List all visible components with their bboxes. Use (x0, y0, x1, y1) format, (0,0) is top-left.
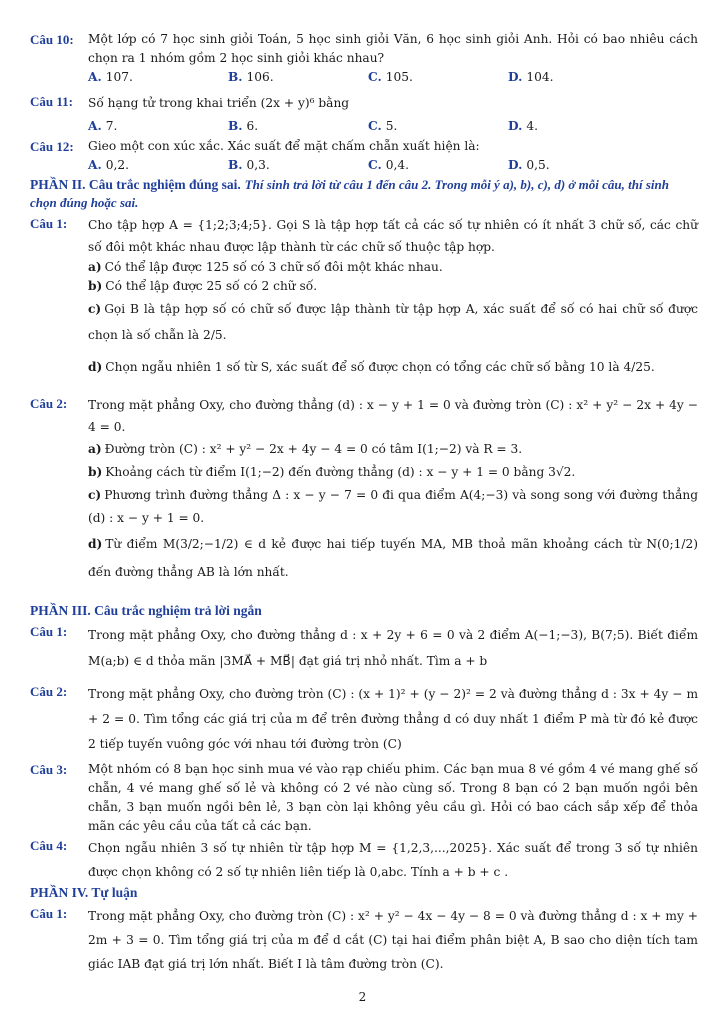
question-text: Trong mặt phẳng Oxy, cho đường thẳng d : x + 2y + 6 = 0 và 2 điểm A(−1;−3), B(7;5). Biết điểm M(a;b) ∈ d thỏa mãn |3MA⃗ + MB⃗| đạt giá trị nhỏ nhất. Tìm a + b (88, 628, 698, 668)
part4-question-1 (30, 904, 698, 976)
question-text: Một lớp có 7 học sinh giỏi Toán, 5 học sinh giỏi Văn, 6 học sinh giỏi Anh. Hỏi có bao nhiêu cách chọn ra 1 nhóm gồm 2 học sinh giỏi khác nhau? (88, 32, 698, 65)
part2-header (30, 176, 698, 212)
option-a[interactable] (88, 117, 228, 135)
option-value: 104. (526, 70, 554, 84)
statement-text: Có thể lập được 125 số có 3 chữ số đôi một khác nhau. (104, 260, 443, 274)
option-b[interactable] (228, 156, 368, 174)
question-text: Cho tập hợp A = {1;2;3;4;5}. Gọi S là tập hợp tất cả các số tự nhiên có ít nhất 3 chữ số, các chữ số đôi một khác nhau được lập thành từ các chữ số thuộc tập hợp. (88, 218, 698, 254)
question-11 (30, 92, 698, 135)
part3-question-2 (30, 682, 698, 757)
statement-text: Từ điểm M(3/2;−1/2) ∈ d kẻ được hai tiếp tuyến MA, MB thoả mãn khoảng cách từ N(0;1/2) đến đường thẳng AB là lớn nhất. (88, 537, 698, 579)
option-value: 106. (246, 70, 274, 84)
option-value: 7. (105, 119, 118, 133)
question-label: Câu 2: (30, 684, 68, 699)
question-label: Câu 4: (30, 838, 68, 853)
options-row (88, 117, 698, 135)
option-letter: A. (88, 119, 102, 133)
question-label: Câu 1: (30, 216, 68, 231)
statement-letter: b) (88, 465, 103, 479)
part4-header (30, 884, 698, 902)
question-12 (30, 137, 698, 174)
option-value: 107. (105, 70, 133, 84)
option-letter: B. (228, 158, 243, 172)
statement-text: Phương trình đường thẳng Δ : x − y − 7 = 0 đi qua điểm A(4;−3) và song song với đường thẳng (d) : x − y + 1 = 0. (88, 488, 698, 525)
option-value: 0,2. (105, 158, 129, 172)
option-a[interactable] (88, 156, 228, 174)
question-label: Câu 2: (30, 396, 68, 411)
statement-letter: c) (88, 488, 102, 502)
option-value: 0,4. (385, 158, 409, 172)
option-b[interactable] (228, 68, 368, 86)
option-c[interactable] (368, 117, 508, 135)
question-text: Gieo một con xúc xắc. Xác suất để mặt chấm chẵn xuất hiện là: (88, 139, 480, 153)
options-row (88, 156, 698, 174)
option-d[interactable] (508, 117, 648, 135)
option-d[interactable] (508, 68, 648, 86)
statement-d[interactable] (88, 530, 698, 586)
statement-c[interactable] (88, 296, 698, 348)
statement-text: Chọn ngẫu nhiên 1 số từ S, xác suất để số được chọn có tổng các chữ số bằng 10 là 4/25. (105, 360, 655, 374)
statement-text: Đường tròn (C) : x² + y² − 2x + 4y − 4 = 0 có tâm I(1;−2) và R = 3. (104, 442, 523, 456)
statement-a[interactable] (88, 438, 698, 461)
statement-letter: d) (88, 537, 103, 551)
option-letter: D. (508, 70, 523, 84)
part3-title: PHẦN III. Câu trắc nghiệm trả lời ngắn (30, 603, 262, 618)
option-letter: B. (228, 70, 243, 84)
statement-text: Khoảng cách từ điểm I(1;−2) đến đường thẳng (d) : x − y + 1 = 0 bằng 3√2. (105, 465, 576, 479)
statement-text: Có thể lập được 25 số có 2 chữ số. (105, 279, 318, 293)
part2-question-2 (30, 394, 698, 586)
option-letter: C. (368, 158, 382, 172)
question-label: Câu 10: (30, 32, 74, 47)
question-label: Câu 1: (30, 906, 68, 921)
part2-instruction: Thí sinh trả lời từ câu 1 đến câu 2. Trong mỗi ý a), b), c), d) ở mỗi câu, thí sinh chọn đúng hoặc sai. (30, 177, 669, 210)
option-letter: A. (88, 158, 102, 172)
question-10 (30, 30, 698, 86)
part3-question-4 (30, 836, 698, 884)
option-b[interactable] (228, 117, 368, 135)
option-d[interactable] (508, 156, 648, 174)
option-letter: D. (508, 158, 523, 172)
part2-question-1 (30, 214, 698, 377)
statement-letter: b) (88, 279, 103, 293)
options-row (88, 68, 698, 86)
option-a[interactable] (88, 68, 228, 86)
question-label: Câu 1: (30, 624, 68, 639)
statement-letter: a) (88, 442, 102, 456)
statement-a[interactable] (88, 258, 698, 277)
option-c[interactable] (368, 156, 508, 174)
statement-letter: a) (88, 260, 102, 274)
part4-title: PHẦN IV. Tự luận (30, 885, 138, 900)
question-label: Câu 12: (30, 139, 74, 154)
question-label: Câu 3: (30, 762, 68, 777)
statement-b[interactable] (88, 277, 698, 296)
part2-title: PHẦN II. Câu trắc nghiệm đúng sai. (30, 177, 241, 192)
statement-d[interactable] (88, 358, 698, 377)
option-value: 5. (385, 119, 398, 133)
option-c[interactable] (368, 68, 508, 86)
part3-header (30, 602, 698, 620)
statement-text: Gọi B là tập hợp số có chữ số được lập thành từ tập hợp A, xác suất để số có hai chữ số được chọn là số chẵn là 2/5. (88, 302, 698, 342)
part3-question-1 (30, 622, 698, 674)
question-text: Một nhóm có 8 bạn học sinh mua vé vào rạp chiếu phim. Các bạn mua 8 vé gồm 4 vé mang ghế số chẵn, 4 vé mang ghế số lẻ và không có 2 vé nào cùng số. Trong 8 bạn có 2 bạn muốn ngồi bên chẵn, 3 bạn muốn ngồi bên lẻ, 3 bạn còn lại không yêu cầu gì. Hỏi có bao cách sắp xếp để thỏa mãn các yêu cầu của tất cả các bạn. (88, 762, 698, 833)
statement-c[interactable] (88, 484, 698, 530)
statement-letter: d) (88, 360, 103, 374)
option-letter: C. (368, 119, 382, 133)
question-text: Trong mặt phẳng Oxy, cho đường thẳng (d) : x − y + 1 = 0 và đường tròn (C) : x² + y² − 2x + 4y − 4 = 0. (88, 398, 698, 434)
part3-question-3 (30, 760, 698, 836)
statement-letter: c) (88, 302, 102, 316)
question-text: Trong mặt phẳng Oxy, cho đường tròn (C) : (x + 1)² + (y − 2)² = 2 và đường thẳng d : 3x + 4y − m + 2 = 0. Tìm tổng các giá trị của m để trên đường thẳng d có duy nhất 1 điểm P mà từ đó kẻ được 2 tiếp tuyến vuông góc với nhau tới đường tròn (C) (88, 687, 698, 751)
option-value: 4. (526, 119, 539, 133)
option-letter: B. (228, 119, 243, 133)
question-text: Số hạng tử trong khai triển (2x + y)⁶ bằng (88, 96, 350, 110)
option-value: 105. (385, 70, 413, 84)
question-text: Trong mặt phẳng Oxy, cho đường tròn (C) : x² + y² − 4x − 4y − 8 = 0 và đường thẳng d : x + my + 2m + 3 = 0. Tìm tổng giá trị của m để d cắt (C) tại hai điểm phân biệt A, B sao cho diện tích tam giác IAB đạt giá trị lớn nhất. Biết I là tâm đường tròn (C). (88, 909, 698, 971)
option-letter: A. (88, 70, 102, 84)
statement-b[interactable] (88, 461, 698, 484)
question-label: Câu 11: (30, 94, 73, 109)
option-value: 6. (246, 119, 259, 133)
option-letter: D. (508, 119, 523, 133)
question-text: Chọn ngẫu nhiên 3 số tự nhiên từ tập hợp M = {1,2,3,...,2025}. Xác suất để trong 3 số tự nhiên được chọn không có 2 số tự nhiên liên tiếp là 0,abc. Tính a + b + c . (88, 841, 698, 879)
option-value: 0,3. (246, 158, 270, 172)
option-letter: C. (368, 70, 382, 84)
page-number: 2 (358, 990, 367, 1004)
option-value: 0,5. (526, 158, 550, 172)
